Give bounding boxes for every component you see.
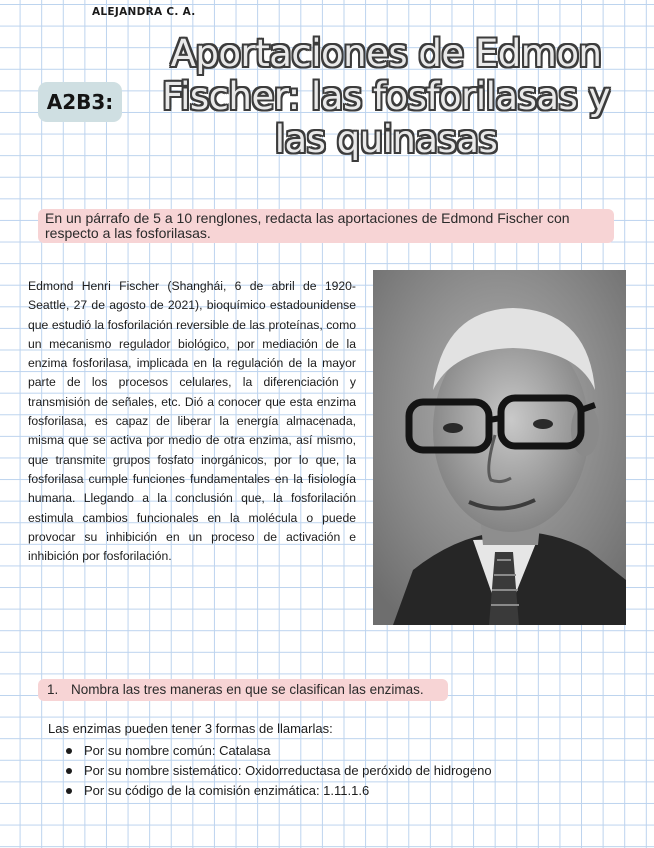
page-title: Aportaciones de Edmon Fischer: las fosforilasas y las quinasas xyxy=(162,32,610,161)
list-item: Por su código de la comisión enzimática: 1.11.1.6 xyxy=(64,781,492,801)
question-text: Nombra las tres maneras en que se clasifican las enzimas. xyxy=(71,682,424,697)
question-number: 1. xyxy=(47,682,59,697)
fischer-paragraph: Edmond Henri Fischer (Shanghái, 6 de abril de 1920-Seattle, 27 de agosto de 2021), bioquímico estadounidense que estudió la fosforilación reversible de las proteínas, como un mecanismo regulador biológico, por mediación de la enzima fosforilasa, implicada en la regulación de la mayor parte de los procesos celulares, la diferenciación y transmisión de señales, etc. Dió a conocer que esta enzima fosforilasa, es capaz de liberar la energía almacenada, misma que se activa por medio de otra enzima, así mismo, que transmite grupos fosfato inorgánicos, por lo que, la fosforilasa cumple funciones fundamentales en la fisiología humana. Llegando a la conclusión que, la fosforilación estimula cambios funcionales en la molécula o puede provocar su inhibición en un proceso de activación e inhibición por fosforilación. xyxy=(28,279,356,564)
question-1 xyxy=(38,679,448,701)
answer-intro: Las enzimas pueden tener 3 formas de llamarlas: xyxy=(48,721,333,736)
answer-list xyxy=(64,741,492,801)
author-name: ALEJANDRA C. A. xyxy=(92,6,196,18)
portrait-illustration xyxy=(373,270,626,625)
instruction-prompt: En un párrafo de 5 a 10 renglones, redacta las aportaciones de Edmond Fischer con respecto a las fosforilasas. xyxy=(38,209,614,243)
list-item: Por su nombre sistemático: Oxidorreductasa de peróxido de hidrogeno xyxy=(64,761,492,781)
activity-code-badge: A2B3: xyxy=(38,82,122,122)
list-item: Por su nombre común: Catalasa xyxy=(64,741,492,761)
portrait-photo xyxy=(373,270,626,625)
